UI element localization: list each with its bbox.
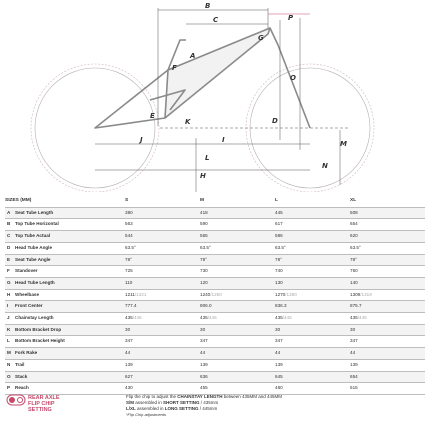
row-value — [125, 324, 200, 336]
value-primary: 806.0 — [200, 303, 212, 309]
row-value — [200, 242, 275, 254]
note-3-post: / 445mm — [198, 406, 218, 411]
value-primary: 139 — [275, 361, 283, 367]
row-value — [125, 313, 200, 325]
row-code: M — [5, 348, 15, 360]
row-code: G — [5, 277, 15, 289]
label-k: K — [185, 118, 191, 126]
row-name: Top Tube Actual — [15, 231, 125, 243]
note-1-bold: CHAINSTAY LENGTH — [177, 394, 223, 399]
value-primary: 30 — [350, 326, 356, 332]
value-primary: 435 — [125, 315, 133, 321]
row-value — [275, 219, 350, 231]
row-name: Seat Tube Angle — [15, 254, 125, 266]
header-size-l: L — [275, 196, 350, 207]
value-primary: 617 — [275, 221, 283, 227]
table-row — [5, 313, 425, 325]
bike-geometry-diagram — [0, 0, 430, 192]
value-secondary: /445 — [282, 315, 292, 321]
header-size-s: S — [125, 196, 200, 207]
row-value — [350, 383, 425, 395]
row-value — [275, 371, 350, 383]
row-code: C — [5, 231, 15, 243]
row-value — [350, 371, 425, 383]
label-i: I — [222, 136, 225, 144]
note-2-bold: SHORT SETTING — [163, 400, 200, 405]
value-primary: 445 — [275, 209, 283, 215]
row-value — [200, 336, 275, 348]
note-3-bold: LONG SETTING — [164, 406, 199, 411]
value-secondary: /1280 — [285, 291, 297, 297]
value-secondary: /445 — [207, 315, 217, 321]
value-primary: 78° — [350, 256, 357, 262]
note-line-4: *Flip Chip adjustments — [126, 412, 167, 417]
value-primary: 627 — [125, 373, 133, 379]
value-primary: 875.7 — [350, 303, 362, 309]
row-value — [125, 289, 200, 301]
geometry-table-body — [5, 207, 425, 394]
row-code: N — [5, 359, 15, 371]
table-row — [5, 348, 425, 360]
value-primary: 30 — [275, 326, 281, 332]
row-value — [200, 383, 275, 395]
row-value — [125, 336, 200, 348]
row-name: Bottom Bracket Drop — [15, 324, 125, 336]
value-primary: 380 — [125, 209, 133, 215]
row-value — [125, 219, 200, 231]
value-primary: 63.5° — [125, 244, 136, 250]
note-2-post: / 435mm — [199, 400, 219, 405]
table-row — [5, 242, 425, 254]
value-primary: 44 — [350, 350, 356, 356]
note-1-post: between 435MM and 445MM — [222, 394, 282, 399]
value-primary: 1270 — [275, 291, 286, 297]
value-secondary: /445 — [132, 315, 142, 321]
row-name: Front Center — [15, 301, 125, 313]
value-primary: 760 — [350, 268, 358, 274]
row-name: Stack — [15, 371, 125, 383]
label-n: N — [322, 162, 328, 170]
value-secondary: /1250 — [210, 291, 222, 297]
header-size-xl: XL — [350, 196, 425, 207]
label-j: J — [140, 136, 143, 144]
row-value — [275, 207, 350, 219]
row-value — [125, 348, 200, 360]
row-value — [275, 383, 350, 395]
value-primary: 1240 — [200, 291, 211, 297]
table-row — [5, 289, 425, 301]
row-value — [200, 254, 275, 266]
frame — [95, 28, 310, 128]
note-2-mid: assembled in — [134, 400, 164, 405]
row-value — [275, 231, 350, 243]
value-primary: 435 — [275, 315, 283, 321]
row-code: H — [5, 289, 15, 301]
row-value — [125, 254, 200, 266]
row-value — [350, 254, 425, 266]
label-l: L — [205, 154, 210, 162]
note-2-pre: S/M — [126, 400, 135, 405]
value-primary: 654 — [350, 373, 358, 379]
row-value — [200, 219, 275, 231]
value-primary: 347 — [350, 338, 358, 344]
value-primary: 586 — [275, 233, 283, 239]
value-primary: 1309 — [350, 291, 361, 297]
value-primary: 455 — [200, 385, 208, 391]
row-value — [125, 301, 200, 313]
row-value — [125, 277, 200, 289]
row-value — [200, 231, 275, 243]
value-secondary: /1221 — [134, 291, 147, 297]
header-sizes-label: SIZES (MM) — [5, 196, 125, 207]
row-value — [200, 359, 275, 371]
row-code: J — [5, 313, 15, 325]
table-row — [5, 207, 425, 219]
row-value — [350, 231, 425, 243]
row-value — [275, 277, 350, 289]
value-primary: 139 — [350, 361, 358, 367]
value-secondary: /1319 — [360, 291, 372, 297]
row-value — [200, 266, 275, 278]
value-primary: 777.4 — [125, 303, 137, 309]
value-primary: 725 — [125, 268, 133, 274]
row-value — [125, 371, 200, 383]
row-code: K — [5, 324, 15, 336]
row-value — [350, 301, 425, 313]
row-code: P — [5, 383, 15, 395]
geometry-table — [5, 196, 425, 395]
value-primary: 590 — [200, 221, 208, 227]
row-value — [350, 207, 425, 219]
flip-chip-footer — [6, 394, 426, 428]
table-row — [5, 219, 425, 231]
value-primary: 430 — [125, 385, 133, 391]
label-c: C — [213, 16, 219, 24]
row-code: A — [5, 207, 15, 219]
flip-chip-notes — [126, 394, 282, 418]
label-e: E — [150, 112, 155, 120]
value-primary: 120 — [200, 279, 208, 285]
header-size-m: M — [200, 196, 275, 207]
row-value — [200, 324, 275, 336]
value-primary: 139 — [125, 361, 133, 367]
table-row — [5, 324, 425, 336]
row-value — [350, 348, 425, 360]
value-primary: 140 — [350, 279, 358, 285]
row-name: Reach — [15, 383, 125, 395]
value-primary: 347 — [275, 338, 283, 344]
value-primary: 740 — [275, 268, 283, 274]
value-secondary: /445 — [357, 315, 367, 321]
row-value — [350, 219, 425, 231]
row-name: Trail — [15, 359, 125, 371]
row-value — [200, 348, 275, 360]
value-primary: 836.3 — [275, 303, 287, 309]
label-o: O — [290, 74, 296, 82]
value-primary: 645 — [275, 373, 283, 379]
label-m: M — [340, 140, 347, 148]
row-name: Top Tube Horizontal — [15, 219, 125, 231]
table-header-row — [5, 196, 425, 207]
row-name: Bottom Bracket Height — [15, 336, 125, 348]
note-1-pre: Flip the chip to adjust the — [126, 394, 178, 399]
note-3-pre: L/XL — [126, 406, 136, 411]
flip-chip-title: REAR AXLE FLIP CHIP SETTING — [28, 395, 60, 413]
row-value — [125, 242, 200, 254]
value-primary: 44 — [275, 350, 281, 356]
table-row — [5, 231, 425, 243]
row-code: F — [5, 266, 15, 278]
row-value — [200, 301, 275, 313]
row-value — [350, 324, 425, 336]
note-3-mid: assembled in — [135, 406, 165, 411]
row-value — [275, 348, 350, 360]
row-value — [275, 324, 350, 336]
row-value — [125, 359, 200, 371]
row-value — [125, 383, 200, 395]
row-code: D — [5, 242, 15, 254]
label-f: F — [172, 64, 177, 72]
value-primary: 435 — [350, 315, 358, 321]
row-value — [275, 359, 350, 371]
value-primary: 508 — [350, 209, 358, 215]
row-name: Seat Tube Length — [15, 207, 125, 219]
value-primary: 563 — [125, 221, 133, 227]
row-value — [200, 277, 275, 289]
row-value — [350, 359, 425, 371]
value-primary: 30 — [125, 326, 131, 332]
value-primary: 130 — [275, 279, 283, 285]
label-b: B — [205, 2, 211, 10]
row-value — [275, 266, 350, 278]
value-primary: 63.5° — [350, 244, 361, 250]
table-row — [5, 383, 425, 395]
value-primary: 78° — [200, 256, 207, 262]
label-p: P — [288, 14, 294, 22]
row-value — [275, 242, 350, 254]
value-primary: 480 — [275, 385, 283, 391]
value-primary: 544 — [125, 233, 133, 239]
value-primary: 139 — [200, 361, 208, 367]
row-value — [275, 301, 350, 313]
row-value — [125, 231, 200, 243]
row-value — [350, 289, 425, 301]
row-name: Wheelbase — [15, 289, 125, 301]
value-primary: 620 — [350, 233, 358, 239]
value-primary: 63.5° — [275, 244, 286, 250]
label-g: G — [258, 34, 264, 42]
label-a: A — [190, 52, 196, 60]
value-primary: 1211 — [125, 291, 135, 297]
flip-chip-icon — [6, 394, 26, 406]
value-primary: 30 — [200, 326, 206, 332]
value-primary: 78° — [125, 256, 132, 262]
value-primary: 515 — [350, 385, 358, 391]
value-primary: 44 — [200, 350, 206, 356]
row-code: O — [5, 371, 15, 383]
row-name: Head Tube Angle — [15, 242, 125, 254]
value-primary: 347 — [200, 338, 208, 344]
value-primary: 636 — [200, 373, 208, 379]
row-value — [125, 207, 200, 219]
value-primary: 730 — [200, 268, 208, 274]
label-d: D — [272, 117, 278, 125]
row-value — [350, 277, 425, 289]
row-value — [350, 266, 425, 278]
row-value — [350, 336, 425, 348]
table-row — [5, 254, 425, 266]
row-name: Fork Rake — [15, 348, 125, 360]
value-primary: 654 — [350, 221, 358, 227]
row-code: L — [5, 336, 15, 348]
row-value — [350, 242, 425, 254]
row-value — [200, 289, 275, 301]
row-value — [200, 313, 275, 325]
row-name: Standover — [15, 266, 125, 278]
label-h: H — [200, 172, 206, 180]
value-primary: 110 — [125, 279, 133, 285]
dimension-lines — [95, 8, 350, 192]
table-row — [5, 336, 425, 348]
value-primary: 347 — [125, 338, 133, 344]
row-value — [275, 336, 350, 348]
row-value — [200, 371, 275, 383]
table-row — [5, 359, 425, 371]
row-code: B — [5, 219, 15, 231]
row-value — [275, 313, 350, 325]
row-value — [200, 207, 275, 219]
table-row — [5, 371, 425, 383]
value-primary: 435 — [200, 315, 208, 321]
value-primary: 44 — [125, 350, 131, 356]
value-primary: 63.5° — [200, 244, 211, 250]
row-name: Head Tube Length — [15, 277, 125, 289]
table-row — [5, 266, 425, 278]
row-value — [275, 254, 350, 266]
value-primary: 78° — [275, 256, 282, 262]
row-code: E — [5, 254, 15, 266]
row-value — [125, 266, 200, 278]
row-value — [350, 313, 425, 325]
row-code: I — [5, 301, 15, 313]
value-primary: 418 — [200, 209, 208, 215]
row-name: Chainstay Length — [15, 313, 125, 325]
table-row — [5, 277, 425, 289]
row-value — [275, 289, 350, 301]
value-primary: 565 — [200, 233, 208, 239]
table-row — [5, 301, 425, 313]
